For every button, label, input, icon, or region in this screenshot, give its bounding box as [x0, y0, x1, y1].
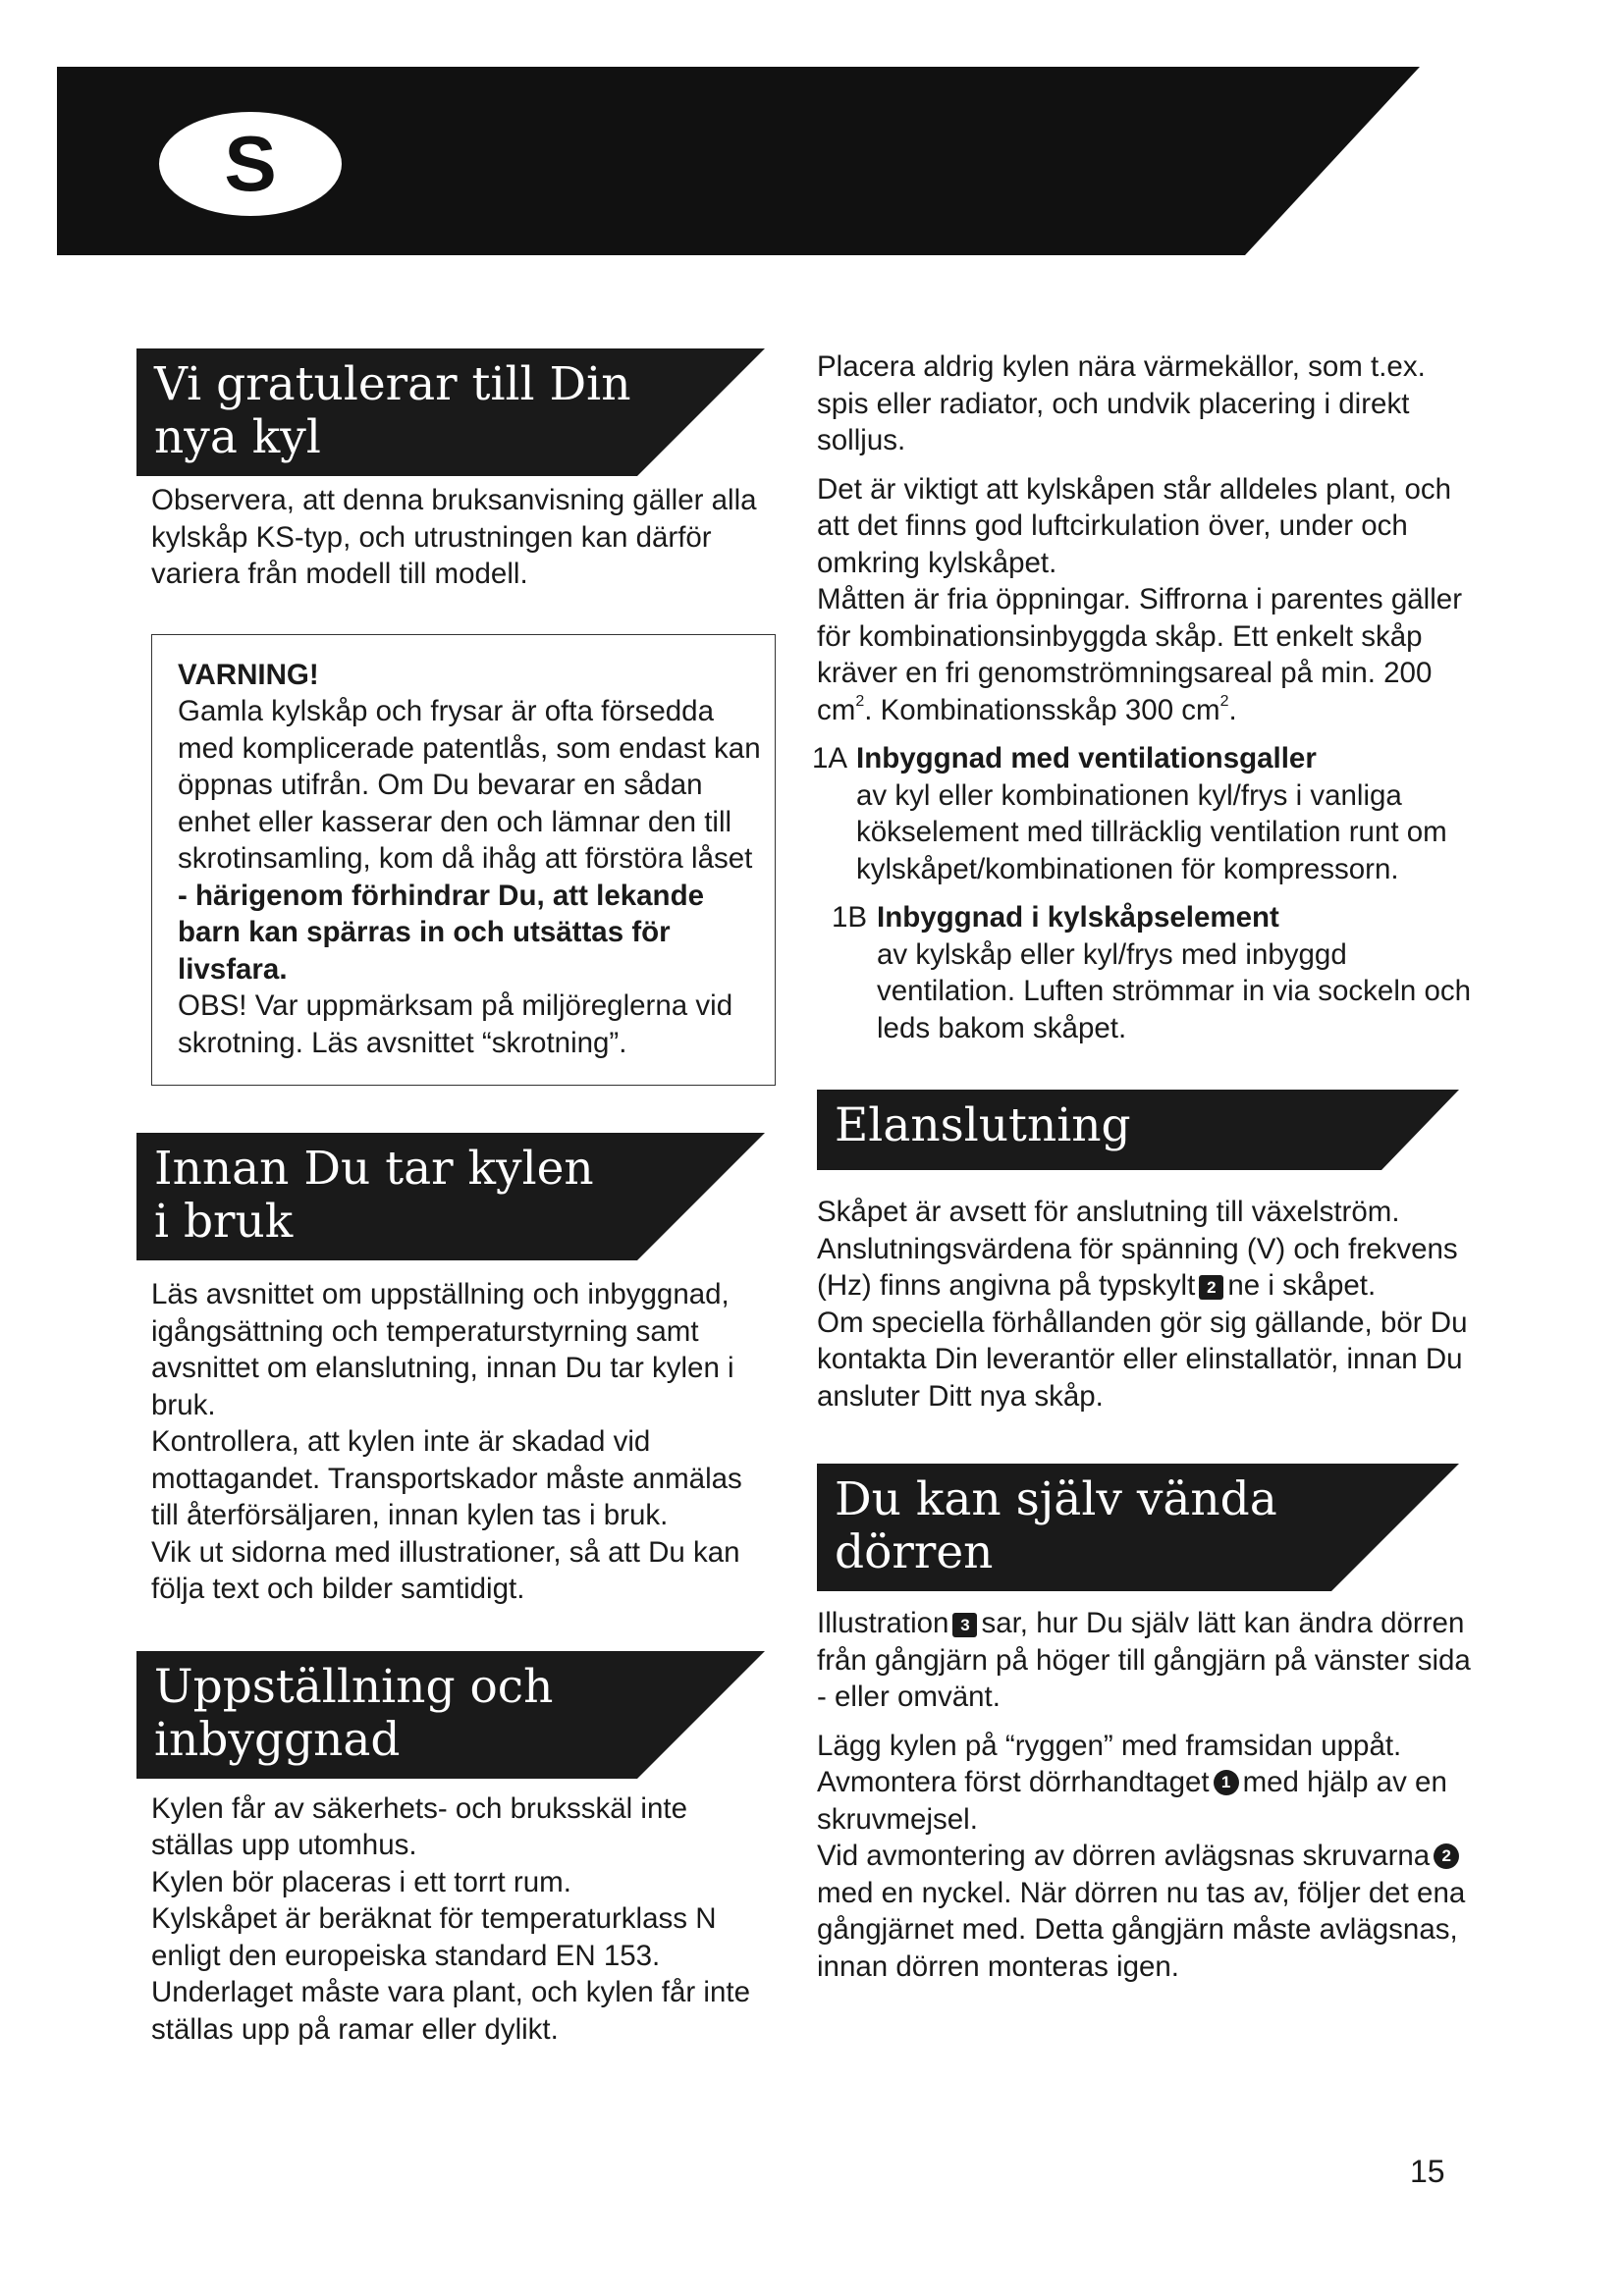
item-title: Inbyggnad med ventilationsgaller	[856, 742, 1317, 774]
placement-paragraph-3: Måtten är fria öppningar. Siffrorna i parentes gäller för kombinationsinbyggda skåp. Ett enkelt skåp kräver en fri genomströmningsareal på min. 200 $cm^2$. Kombinationsskåp 300 $cm^2$.	[817, 583, 1463, 726]
page-number: 15	[1410, 2154, 1445, 2189]
heading-line: nya kyl	[154, 410, 321, 464]
paragraph: Vid avmontering av dörren avlägsnas skruvarna 2med en nyckel. När dörren nu tas av, följer det ena gångjärnet med. Detta gångjärn måste avlägsnas, innan dörren monteras igen.	[817, 1840, 1466, 1983]
item-1a	[812, 740, 1473, 887]
paragraph: Kylen får av säkerhets- och bruksskäl inte ställas upp utomhus.	[151, 1791, 687, 1861]
item-text: av kyl eller kombinationen kyl/frys i vanliga kökselement med tillräcklig ventilation runt om kylskåpet/kombinationen för kompressorn.	[856, 778, 1447, 885]
heading-line: Innan Du tar kylen	[154, 1142, 594, 1196]
warning-text: Gamla kylskåp och frysar är ofta försedda med komplicerade patentlås, som endast kan öppnas utifrån. Om Du bevarar en sådan enhet eller kasserar den och lämnar den till skrotinsamling, kom då ihåg att förstöra låset - härigenom förhindrar Du, att lekande barn kan spärras in och utsättas för livsfara.	[178, 695, 761, 986]
paragraph: Illustration 3 sar, hur Du själv lätt kan ändra dörren från gångjärn på höger till gångjärn på vänster sida - eller omvänt.	[817, 1607, 1471, 1713]
paragraph: Underlaget måste vara plant, och kylen får inte ställas upp på ramar eller dylikt.	[151, 1976, 750, 2046]
item-number: 1B	[832, 901, 868, 934]
left-column	[151, 348, 776, 2048]
warning-bold: härigenom förhindrar Du, att lekande barn kan spärras in och utsättas för livsfara.	[178, 879, 704, 986]
paragraph: Om speciella förhållanden gör sig gällande, bör Du kontakta Din leverantör eller elinstallatör, innan Du ansluter Ditt nya skåp.	[817, 1306, 1468, 1413]
heading-line: Elanslutning	[835, 1098, 1131, 1152]
heading-line: inbyggnad	[154, 1712, 401, 1767]
section-heading-before-use	[136, 1133, 776, 1260]
language-badge: S	[224, 120, 277, 207]
part-ref-badge: 1	[1214, 1770, 1239, 1795]
warning-obs: OBS! Var uppmärksam på miljöreglerna vid skrotning. Läs avsnittet “skrotning”.	[178, 989, 733, 1059]
heading-line: i bruk	[154, 1195, 294, 1249]
door-text	[817, 1605, 1473, 1985]
item-1b	[812, 899, 1473, 1046]
section-heading-congrats	[136, 348, 776, 476]
placement-paragraph-1: Placera aldrig kylen nära värmekällor, som t.ex. spis eller radiator, och undvik placering i direkt solljus.	[817, 350, 1426, 456]
heading-line: Uppställning och	[154, 1659, 554, 1714]
electrical-text	[817, 1194, 1473, 1415]
section-heading-installation	[136, 1651, 776, 1779]
paragraph: Läs avsnittet om uppställning och inbyggnad, igångsättning och temperaturstyrning samt avsnittet om elanslutning, innan Du tar kylen i bruk.	[151, 1278, 734, 1421]
paragraph: Kylen bör placeras i ett torrt rum.	[151, 1865, 571, 1898]
heading-line: dörren	[835, 1525, 994, 1579]
paragraph: Kontrollera, att kylen inte är skadad vid mottagandet. Transportskador måste anmälas till återförsäljaren, innan kylen tas i bruk.	[151, 1425, 742, 1531]
paragraph: Skåpet är avsett för anslutning till växelström. Anslutningsvärdena för spänning (V) och frekvens (Hz) finns angivna på typskylt 2 ne i skåpet.	[817, 1196, 1458, 1302]
section-heading-electrical	[817, 1090, 1473, 1170]
heading-line: Du kan själv vända	[835, 1472, 1277, 1526]
paragraph: Kylskåpet är beräknat för temperaturklass N enligt den europeiska standard EN 153.	[151, 1902, 717, 1972]
section-heading-door	[817, 1464, 1473, 1591]
item-number: 1A	[812, 742, 848, 774]
right-column	[812, 348, 1473, 1985]
paragraph: Vik ut sidorna med illustrationer, så att Du kan följa text och bilder samtidigt.	[151, 1535, 740, 1605]
intro-paragraph: Observera, att denna bruksanvisning gäller alla kylskåp KS-typ, och utrustningen kan därför variera från modell till modell.	[151, 484, 757, 590]
illustration-ref-badge: 3	[952, 1613, 977, 1637]
illustration-ref-badge: 2	[1199, 1275, 1223, 1300]
part-ref-badge: 2	[1434, 1843, 1459, 1869]
installation-text	[151, 1790, 776, 2049]
item-title: Inbyggnad i kylskåpselement	[877, 901, 1279, 934]
placement-paragraph-2: Det är viktigt att kylskåpen står alldeles plant, och att det finns god luftcirkulation över, under och omkring kylskåpet.	[817, 472, 1452, 579]
warning-title: VARNING!	[178, 658, 319, 691]
warning-box	[151, 634, 776, 1087]
before-use-text	[151, 1276, 776, 1608]
heading-line: Vi gratulerar till Din	[154, 357, 631, 411]
paragraph: Lägg kylen på “ryggen” med framsidan uppåt. Avmontera först dörrhandtaget 1 med hjälp av en skruvmejsel.	[817, 1729, 1447, 1836]
item-text: av kylskåp eller kyl/frys med inbyggd ventilation. Luften strömmar in via sockeln och leds bakom skåpet.	[877, 937, 1472, 1044]
